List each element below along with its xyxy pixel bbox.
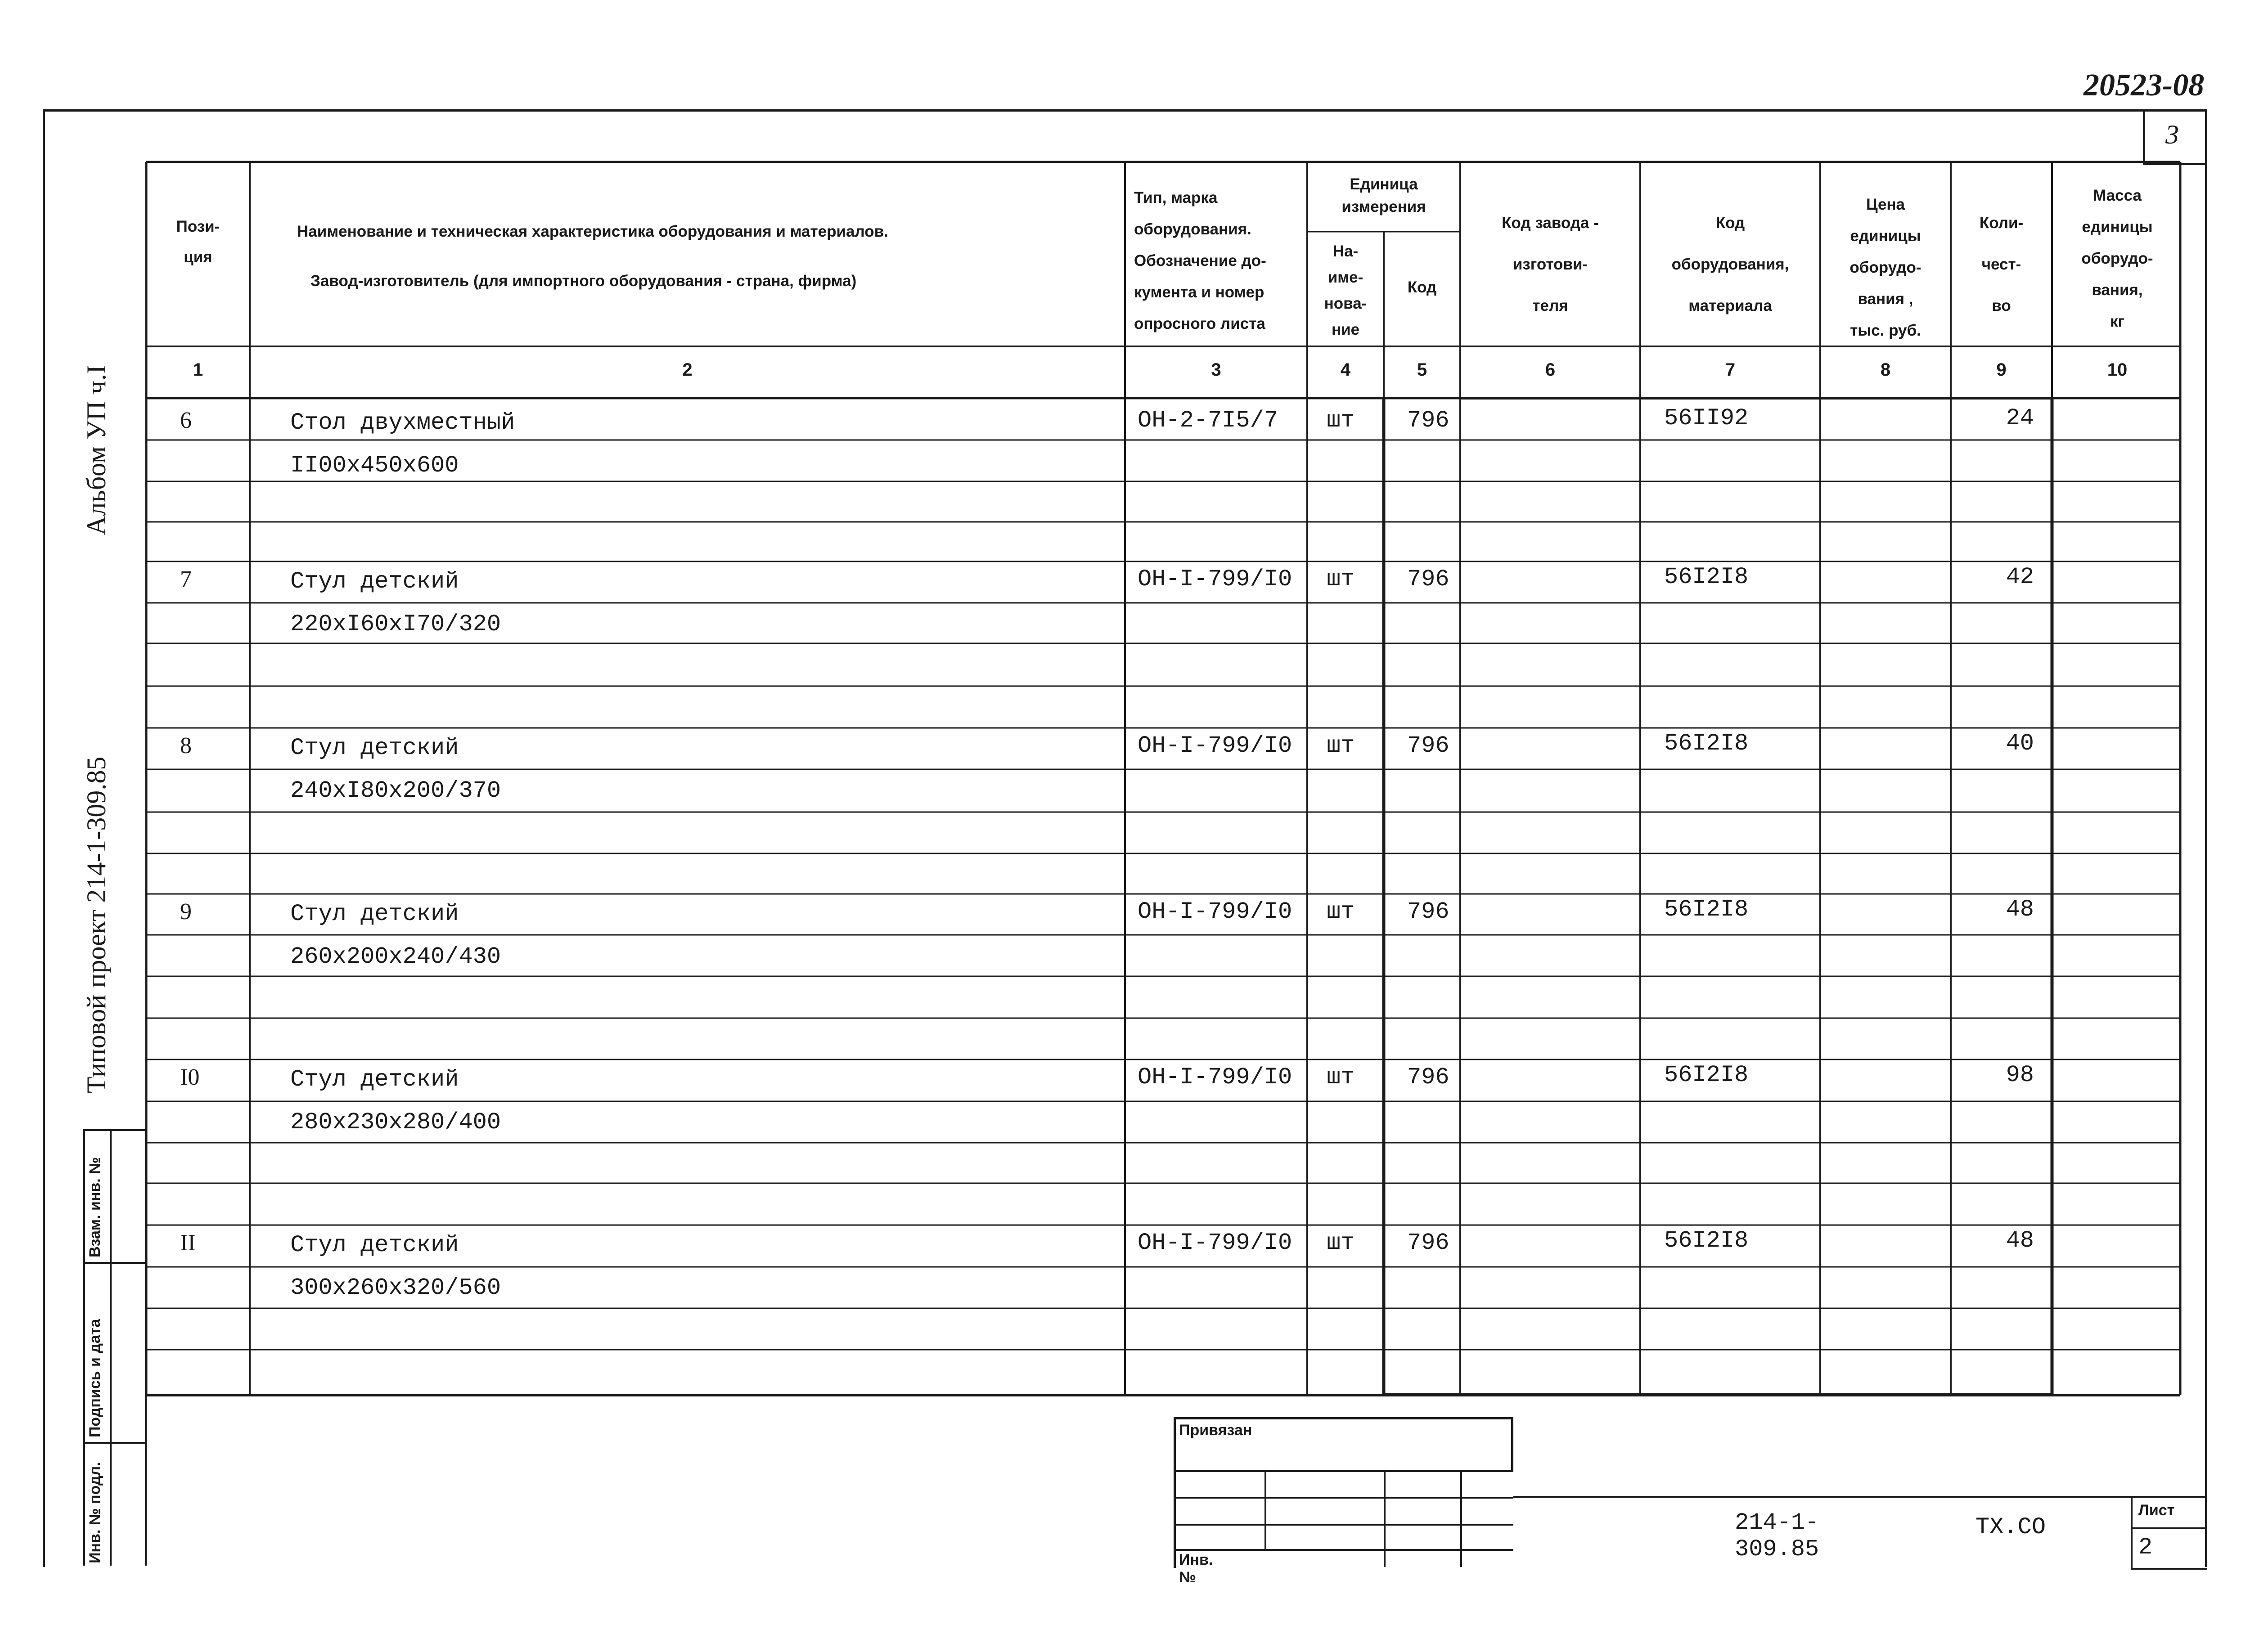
row-name: Стул детский (290, 735, 459, 761)
row-position: 6 (180, 408, 192, 433)
header-qty: Коли- чест- во (1979, 214, 2024, 314)
row-unit: шт (1327, 732, 1355, 759)
privyazan-box-right (1511, 1417, 1513, 1471)
privyazan-row2 (1174, 1497, 1513, 1499)
sheet-corner-number: 3 (2165, 120, 2179, 149)
column-number-7: 7 (1725, 360, 1736, 380)
inv-no-label: Инв. № (1179, 1551, 1213, 1586)
doc-number: 20523-08 (2084, 68, 2205, 103)
header-equip-code: Код оборудования, материала (1671, 214, 1789, 314)
row-equip-code: 56I2I8 (1664, 1062, 1749, 1088)
header-unit-name: На- име- нова- ние (1324, 242, 1367, 338)
privyazan-col2 (1384, 1470, 1386, 1567)
column-number-9: 9 (1996, 360, 2007, 380)
row-equip-code: 56I2I8 (1664, 1227, 1749, 1254)
row-unit-code: 796 (1407, 407, 1449, 434)
header-name: Наименование и техническая характеристика оборудования и материалов. Завод-изготовитель (для импортного оборудования - страна, фирма) (297, 223, 888, 290)
row-qty: 48 (2006, 1227, 2034, 1254)
row-position: II (180, 1230, 196, 1256)
side-label-album: Альбом УП ч.I (81, 365, 111, 535)
side-label-project: Типовой проект 214-1-309.85 (81, 756, 111, 1093)
row-equip-code: 56II92 (1664, 405, 1749, 431)
row-unit-code: 796 (1407, 1230, 1449, 1256)
row-name: Стул детский (290, 568, 459, 595)
column-number-2: 2 (682, 360, 693, 380)
row-name: Стул детский (290, 1066, 459, 1093)
column-number-6: 6 (1545, 360, 1556, 380)
row-name: Стул детский (290, 901, 459, 927)
row-dims: 220xI60xI70/320 (290, 611, 501, 637)
row-unit: шт (1327, 898, 1355, 925)
column-number-8: 8 (1880, 360, 1891, 380)
header-position: Пози- ция (176, 218, 220, 266)
row-equip-code: 56I2I8 (1664, 564, 1749, 590)
row-position: 9 (180, 899, 192, 925)
header-mass: Масса единицы оборудо- вания, кг (2081, 187, 2153, 330)
row-qty: 40 (2006, 730, 2034, 757)
list-box-left (2131, 1496, 2133, 1568)
row-unit-code: 796 (1407, 732, 1449, 759)
row-equip-code: 56I2I8 (1664, 896, 1749, 923)
row-dims: 240xI80x200/370 (290, 777, 501, 804)
side-stamp-inv-podl: Инв. № подл. (86, 1462, 104, 1563)
column-number-3: 3 (1211, 360, 1221, 380)
header-unit-code: Код (1407, 278, 1437, 296)
privyazan-col3 (1460, 1470, 1462, 1567)
row-type: ОН-I-799/I0 (1138, 566, 1292, 593)
project-code: 214-1-309.85 (1735, 1509, 1819, 1562)
row-unit: шт (1327, 1230, 1355, 1256)
list-number: 2 (2138, 1534, 2153, 1561)
privyazan-row1 (1174, 1470, 1513, 1472)
privyazan-box-left (1174, 1417, 1176, 1568)
sheet-code: ТХ.СО (1976, 1514, 2046, 1540)
row-unit-code: 796 (1407, 566, 1449, 593)
row-equip-code: 56I2I8 (1664, 730, 1749, 757)
row-name: Стол двухместный (290, 409, 515, 436)
column-number-10: 10 (2107, 360, 2128, 380)
row-type: ОН-I-799/I0 (1138, 732, 1292, 759)
column-number-5: 5 (1417, 360, 1427, 380)
row-dims: 280x230x280/400 (290, 1109, 501, 1136)
row-type: ОН-I-799/I0 (1138, 898, 1292, 925)
column-number-4: 4 (1340, 360, 1351, 380)
main-stamp-top (1513, 1496, 2206, 1498)
side-stamp-podpis-data: Подпись и дата (86, 1319, 104, 1437)
privyazan-row3 (1174, 1524, 1513, 1526)
list-box-bottom (2131, 1568, 2207, 1570)
list-label: Лист (2138, 1502, 2175, 1519)
side-stamp-vzam-inv: Взам. инв. № (86, 1157, 104, 1257)
list-box-mid (2131, 1527, 2207, 1529)
row-qty: 42 (2006, 564, 2034, 590)
row-dims: 260x200x240/430 (290, 943, 501, 970)
row-name: Стул детский (290, 1232, 459, 1258)
row-type: ОН-2-7I5/7 (1138, 407, 1278, 434)
header-type: Тип, марка оборудования. Обозначение до- кумента и номер опросного листа (1134, 189, 1266, 332)
row-type: ОН-I-799/I0 (1138, 1064, 1292, 1091)
row-unit-code: 796 (1407, 898, 1449, 925)
column-number-1: 1 (193, 360, 203, 380)
row-dims: 300x260x320/560 (290, 1275, 501, 1301)
header-factory: Код завода - изготови- теля (1502, 214, 1599, 314)
header-unit: Единица измерения (1341, 175, 1426, 215)
row-unit-code: 796 (1407, 1064, 1449, 1091)
row-unit: шт (1327, 566, 1355, 593)
privyazan-row4 (1174, 1549, 1513, 1551)
privyazan-box-top (1174, 1417, 1513, 1419)
row-qty: 98 (2006, 1062, 2034, 1088)
row-dims: II00x450x600 (290, 452, 459, 479)
row-qty: 24 (2006, 405, 2034, 431)
privyazan-col1 (1264, 1470, 1266, 1549)
row-qty: 48 (2006, 896, 2034, 923)
row-unit: шт (1327, 407, 1355, 434)
row-unit: шт (1327, 1064, 1355, 1091)
header-price: Цена единицы оборудо- вания , тыс. руб. (1850, 196, 1922, 339)
privyazan-label: Привязан (1179, 1422, 1252, 1439)
row-position: 7 (180, 566, 192, 592)
row-position: I0 (180, 1064, 200, 1090)
row-type: ОН-I-799/I0 (1138, 1230, 1292, 1256)
row-position: 8 (180, 733, 192, 759)
table-bottom-rule (146, 1395, 2180, 1396)
